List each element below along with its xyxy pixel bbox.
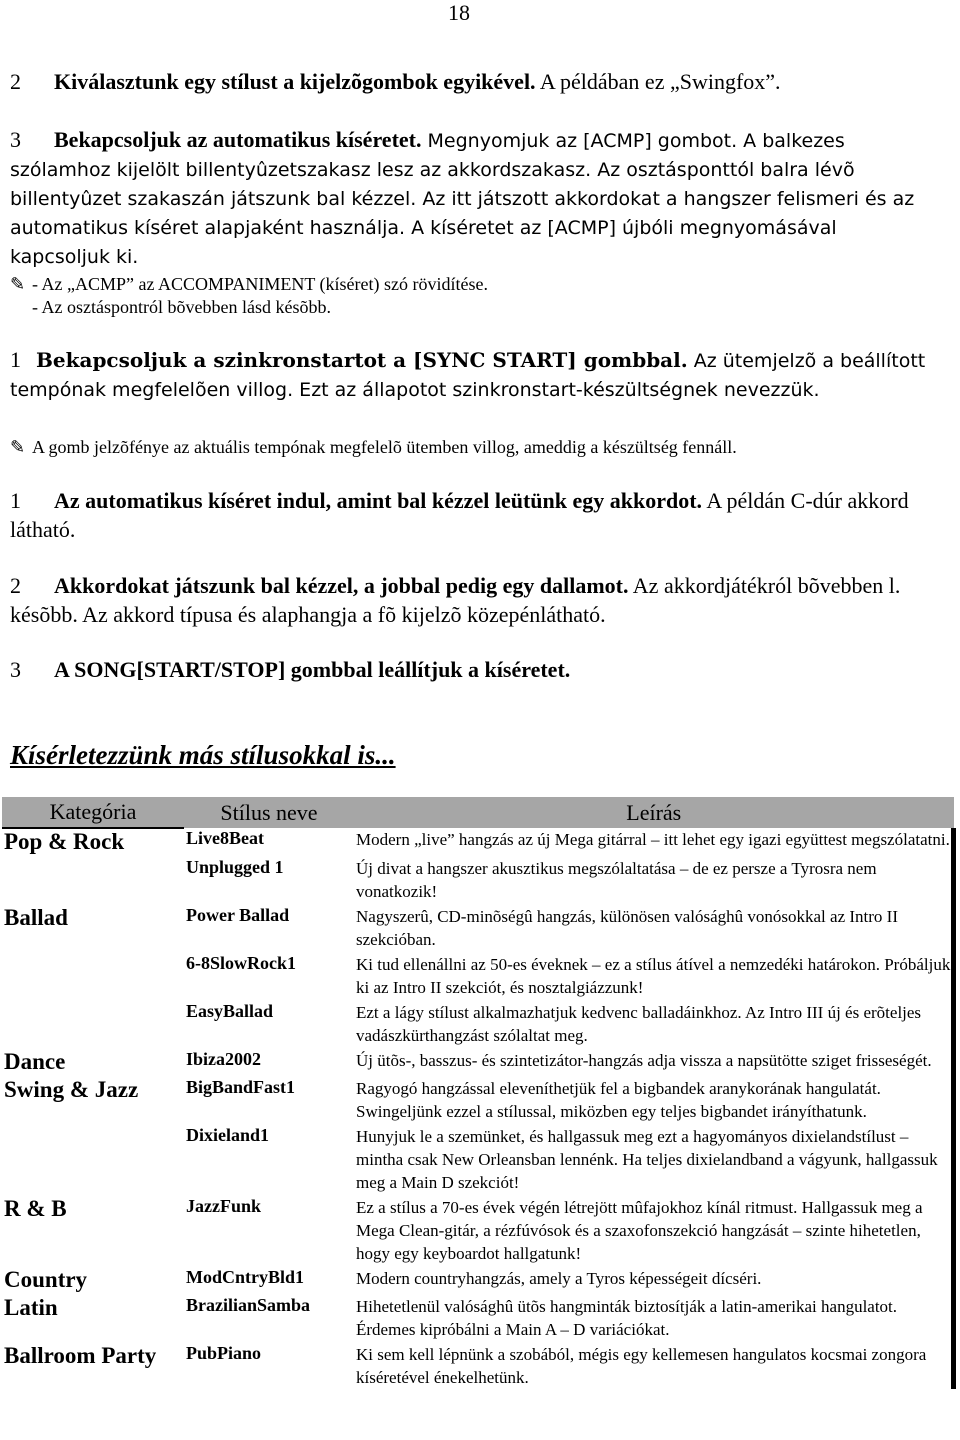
category-cell: Latin [4, 1295, 58, 1320]
style-name-cell: Dixieland1 [186, 1125, 270, 1145]
note-text: - Az „ACMP” az ACCOMPANIMENT (kíséret) szó rövidítése. [32, 274, 488, 294]
step-2-play-chords [10, 571, 940, 629]
style-name-cell: Live8Beat [186, 828, 264, 848]
step-text: Az akkordjátékról bõvebben l. késõbb. Az akkord típusa és alaphangja a fõ kijelzõ közepénlátható. [10, 573, 901, 627]
table-row [2, 951, 954, 999]
page-number: 18 [448, 0, 470, 25]
step-1-accompaniment-start [10, 486, 940, 544]
acmp-note-1 [10, 273, 940, 295]
pencil-icon: ✎ [10, 437, 26, 457]
category-cell: R & B [4, 1196, 67, 1221]
sync-note [10, 436, 940, 458]
step-text: A példán C-dúr akkord látható. [10, 488, 909, 542]
style-name-cell: Power Ballad [186, 905, 290, 925]
category-cell [2, 951, 184, 999]
step-bold: Kiválasztunk egy stílust a kijelzõgombok egyikével. [54, 69, 536, 94]
description-cell: Modern countryhangzás, amely a Tyros képességeit dícséri. [354, 1265, 954, 1293]
description-cell: Ezt a lágy stílust alkalmazhatjuk kedvenc balladáinkhoz. Az Intro III új és erõteljes vadászkürthangzást szólaltat meg. [354, 999, 954, 1047]
step-text: A példában ez „Swingfox”. [535, 69, 781, 94]
style-name-cell: 6-8SlowRock1 [186, 953, 297, 973]
description-cell: Ki tud ellenállni az 50-es éveknek – ez a stílus átível a nemzedéki határokon. Próbáljuk ki az Intro II szekciót, és nosztalgiázzunk! [354, 951, 954, 999]
table-header-row [2, 797, 954, 828]
description-cell: Hihetetlenül valósághû ütõs hangminták biztosítják a latin-amerikai hangulatot. Érdemes kipróbálni a Main A – D variációkat. [354, 1293, 954, 1341]
step-bold: Bekapcsoljuk a szinkronstartot a [SYNC START] gombbal. [36, 348, 688, 372]
step-1-sync-start [10, 345, 940, 405]
table-row [2, 855, 954, 903]
category-cell [2, 999, 184, 1047]
style-name-cell: ModCntryBld1 [186, 1267, 305, 1287]
category-cell: Dance [4, 1049, 66, 1074]
header-category: Kategória [2, 797, 184, 828]
description-cell: Modern „live” hangzás az új Mega gitárral – itt lehet egy igazi együttest megszólatatni. [354, 828, 954, 855]
step-2-select-style [10, 67, 940, 96]
step-text: Megnyomjuk az [ACMP] gombot. A balkezes szólamhoz kijelölt billentyûzetszakasz lesz az akkordszakasz. Az osztásponttól balra lévõ billentyûzet szakaszán játszunk bal kézzel. Az itt játszott akkordokat a hangszer felismeri és az automatikus kíséret alapjaként használja. A kíséretet az [ACMP] újbóli megnyomásával kapcsoljuk ki. [10, 130, 915, 268]
category-cell: Pop & Rock [2, 828, 184, 855]
step-3-acmp [10, 125, 940, 272]
note-text: A gomb jelzõfénye az aktuális tempónak megfelelõ ütemben villog, ameddig a készültség fennáll. [32, 437, 737, 457]
step-bold: Bekapcsoljuk az automatikus kíséretet. [54, 127, 422, 152]
step-number: 1 [10, 488, 21, 513]
table-row [2, 1194, 954, 1265]
table-row [2, 999, 954, 1047]
step-number: 1 [10, 347, 21, 372]
style-table [2, 797, 956, 1389]
acmp-note-2: - Az osztáspontról bõvebben lásd késõbb. [32, 297, 331, 317]
step-bold: Az automatikus kíséret indul, amint bal kézzel leütünk egy akkordot. [54, 488, 703, 513]
step-bold: Akkordokat játszunk bal kézzel, a jobbal pedig egy dallamot. [54, 573, 629, 598]
section-title: Kísérletezzünk más stílusokkal is... [10, 740, 396, 770]
step-bold: A SONG[START/STOP] gombbal leállítjuk a kíséretet. [54, 657, 571, 682]
description-cell: Hunyjuk le a szemünket, és hallgassuk meg ezt a hagyományos dixielandstílust – mintha csak New Orleansban lennénk. Ha teljes dixielandband a vágyunk, hallgassuk meg a Main D szekciót! [354, 1123, 954, 1194]
category-cell: Country [4, 1267, 88, 1292]
step-number: 3 [10, 657, 21, 682]
description-cell: Új ütõs-, basszus- és szintetizátor-hangzás adja vissza a napsütötte sziget frisseségét. [354, 1047, 954, 1075]
category-cell: Ballad [4, 905, 68, 930]
table-row [2, 828, 954, 855]
category-cell [2, 855, 184, 903]
style-name-cell: Unplugged 1 [186, 857, 284, 877]
description-cell: Ez a stílus a 70-es évek végén létrejött mûfajokhoz kínál ritmust. Hallgassuk meg a Mega Clean-gitár, a rézfúvósok és a szaxofonszekció hangzását – szinte hihetetlen, hogy egy keyboardot hallgatunk! [354, 1194, 954, 1265]
step-number: 2 [10, 573, 21, 598]
header-style-name: Stílus neve [184, 797, 354, 828]
style-name-cell: BigBandFast1 [186, 1077, 296, 1097]
category-cell: Swing & Jazz [4, 1077, 139, 1102]
table-row [2, 1293, 954, 1341]
style-name-cell: Ibiza2002 [186, 1049, 262, 1069]
header-description: Leírás [354, 797, 954, 828]
description-cell: Nagyszerû, CD-minõségû hangzás, különösen valósághû vonósokkal az Intro II szekcióban. [354, 903, 954, 951]
table-row [2, 1123, 954, 1194]
table-row [2, 1265, 954, 1293]
table-row [2, 1341, 954, 1389]
table-row [2, 1047, 954, 1075]
style-name-cell: BrazilianSamba [186, 1295, 311, 1315]
category-cell: Ballroom Party [4, 1343, 157, 1368]
step-number: 2 [10, 69, 21, 94]
style-name-cell: EasyBallad [186, 1001, 274, 1021]
category-cell [2, 1123, 184, 1194]
table-row [2, 1075, 954, 1123]
step-number: 3 [10, 127, 21, 152]
description-cell: Ki sem kell lépnünk a szobából, mégis egy kellemesen hangulatos kocsmai zongora kíséretével énekelhetünk. [354, 1341, 954, 1389]
step-text: Az ütemjelzõ a beállított tempónak megfelelõen villog. Ezt az állapotot szinkronstart-készültségnek nevezzük. [10, 350, 926, 401]
step-3-stop [10, 655, 940, 684]
pencil-icon: ✎ [10, 274, 26, 294]
table-row [2, 903, 954, 951]
description-cell: Új divat a hangszer akusztikus megszólaltatása – de ez persze a Tyrosra nem vonatkozik! [354, 855, 954, 903]
style-name-cell: JazzFunk [186, 1196, 262, 1216]
style-name-cell: PubPiano [186, 1343, 262, 1363]
description-cell: Ragyogó hangzással eleveníthetjük fel a bigbandek aranykorának hangulatát. Swingeljünk ezzel a stílussal, miközben egy teljes bigbandet irányíthatunk. [354, 1075, 954, 1123]
